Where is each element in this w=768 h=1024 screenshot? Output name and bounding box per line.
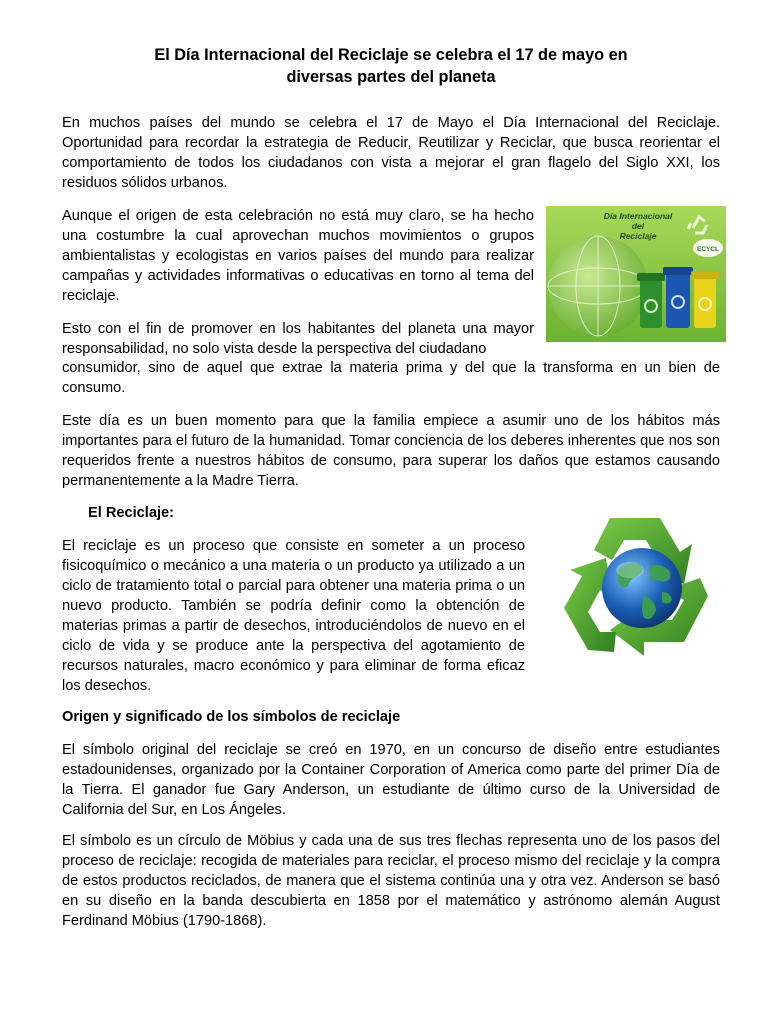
title-line-1: El Día Internacional del Reciclaje se celebra el 17 de mayo en bbox=[154, 46, 628, 64]
recycle-globe-icon bbox=[552, 500, 728, 670]
banner-text-line-1: Día Internacional bbox=[603, 211, 673, 221]
paragraph-purpose-part-1: Esto con el fin de promover en los habitantes del planeta una mayor responsabilidad, no solo vista desde la perspectiva del ciudadano bbox=[62, 321, 534, 357]
title-line-2: diversas partes del planeta bbox=[286, 68, 496, 86]
recycling-day-banner-graphic bbox=[546, 206, 726, 342]
paragraph-symbol-origin: El símbolo original del reciclaje se creó en 1970, en un concurso de diseño entre estudiantes estadounidenses, organizado por la Container Corporation of America como parte del primer Día de la Tierra. El ganador fue Gary Anderson, un estudiante de último curso de la Universidad de California del Sur, en Los Ángeles. bbox=[62, 742, 720, 818]
page-title bbox=[62, 44, 720, 88]
recycle-globe-image bbox=[552, 500, 728, 670]
banner-text-line-3: Reciclaje bbox=[619, 231, 657, 241]
paragraph-purpose-part-2: consumidor, sino de aquel que extrae la materia prima y del que la transforma en un bien de consumo. bbox=[62, 360, 720, 396]
recycling-day-banner-image bbox=[546, 206, 726, 342]
paragraph-family: Este día es un buen momento para que la familia empiece a asumir uno de los hábitos más importantes para el futuro de la humanidad. Tomar conciencia de los deberes inherentes que nos son requeridos frente a nuestros hábitos de consumo, para superar los daños que estamos causando permanentemente a la Madre Tierra. bbox=[62, 413, 720, 489]
banner-text-line-2: del bbox=[631, 221, 645, 231]
paragraph-mobius: El símbolo es un círculo de Möbius y cada una de sus tres flechas representa uno de los pasos del proceso de reciclaje: recogida de materiales para reciclar, el proceso mismo del reciclaje y la compra de estos productos reciclados, de manera que el sistema continúa una y otra vez. Anderson se basó en su diseño en la banda descubierta en 1858 por el matemático y astrónomo alemán August Ferdinand Möbius (1790-1868). bbox=[62, 833, 720, 929]
heading-el-reciclaje: El Reciclaje: bbox=[88, 505, 174, 521]
paragraph-reciclaje-definition: El reciclaje es un proceso que consiste en someter a un proceso fisicoquímico o mecánico a una materia o un producto ya utilizado a un ciclo de tratamiento total o parcial para obtener una materia prima o un nuevo producto. También se podría definir como la obtención de materias primas a partir de desechos, introduciéndolos de nuevo en el ciclo de vida y se produce ante la perspectiva del agotamiento de recursos naturales, macro económico y para eliminar de forma eficaz los desechos. bbox=[62, 538, 525, 694]
paragraph-origin: Aunque el origen de esta celebración no está muy claro, se ha hecho una costumbre la cual aprovechan muchos movimientos o grupos ambientalistas y ecologistas en varios países del mundo para realizar campañas y actividades informativas o educativas en torno al tema del reciclaje. bbox=[62, 208, 534, 304]
heading-origen-simbolos: Origen y significado de los símbolos de reciclaje bbox=[62, 709, 401, 725]
eco-label-text: ECYCL bbox=[696, 246, 720, 253]
paragraph-intro: En muchos países del mundo se celebra el 17 de Mayo el Día Internacional del Reciclaje. Oportunidad para recordar la estrategia de Reducir, Reutilizar y Reciclar, que busca reorientar el comportamiento de todos los ciudadanos con vista a mejorar el gran flagelo del Siglo XXI, los residuos sólidos urbanos. bbox=[62, 115, 720, 191]
recycling-bins-icon bbox=[637, 267, 719, 328]
